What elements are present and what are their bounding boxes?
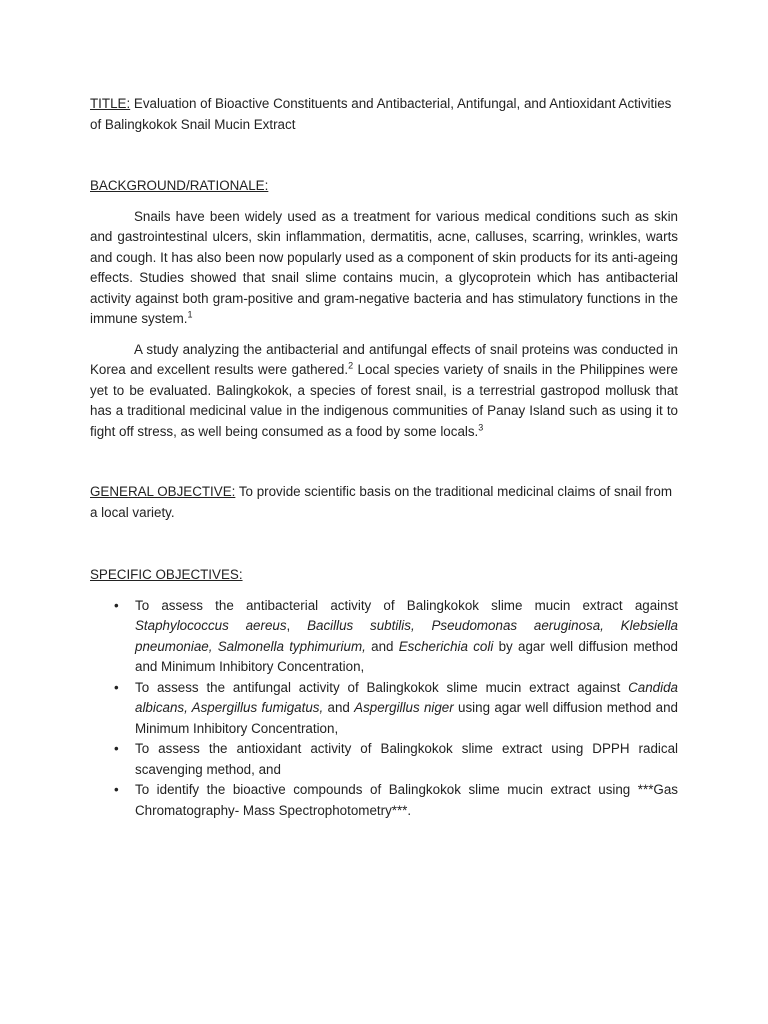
objective-1-method: by agar well diffusion method and Minimum Inhibitory Concentration, — [135, 638, 678, 674]
objective-4-text: To identify the bioactive compounds of Balingkokok slime mucin extract using ***Gas Chromatography- Mass Spectrophotometry***. — [135, 782, 678, 818]
title-paragraph — [90, 94, 678, 135]
title-text: Evaluation of Bioactive Constituents and Antibacterial, Antifungal, and Antioxidant Activities of Balingkokok Snail Mucin Extract — [90, 96, 672, 132]
general-objective-label: GENERAL OBJECTIVE: — [90, 484, 236, 499]
objective-2-text: To assess the antifungal activity of Balingkokok slime mucin extract against — [135, 679, 629, 695]
specific-objectives-section — [90, 565, 678, 821]
general-objective-paragraph — [90, 482, 678, 523]
specific-objectives-heading: SPECIFIC OBJECTIVES: — [90, 567, 243, 582]
general-objective-section — [90, 482, 678, 523]
organism-name: Escherichia coli — [398, 638, 494, 654]
reference-3: 3 — [478, 422, 484, 433]
organism-names: Candida albicans, Aspergillus fumigatus, — [135, 679, 678, 715]
background-heading: BACKGROUND/RATIONALE: — [90, 178, 269, 193]
objective-1-text: To assess the antibacterial activity of Balingkokok slime mucin extract against — [135, 597, 678, 613]
background-paragraph-1 — [90, 207, 678, 330]
objective-3-text: To assess the antioxidant activity of Balingkokok slime extract using DPPH radical scavenging method, and — [135, 741, 678, 777]
reference-1: 1 — [187, 309, 193, 320]
organism-name: Aspergillus niger — [354, 700, 454, 715]
bullet-icon: • — [114, 597, 119, 613]
objective-1-conjunction: and — [365, 638, 399, 654]
objective-2-conjunction: and — [323, 700, 355, 715]
background-p2-text-a: A study analyzing the antibacterial and antifungal effects of snail proteins was conducted in Korea and excellent results were gathered. — [90, 341, 678, 377]
organism-names: Bacillus subtilis, Pseudomonas aeruginosa, Klebsiella pneumoniae, Salmonella typhimurium, — [135, 618, 678, 654]
background-section — [90, 176, 678, 442]
reference-2: 2 — [348, 360, 354, 371]
background-p2-text-b: Local species variety of snails in the Philippines were yet to be evaluated. Balingkokok, a species of forest snail, is a terrestrial gastropod mollusk that has a traditional medicinal value in the indigenous communities of Panay Island such as using it to fight off stress, as well being consumed as a food by some locals. — [90, 362, 678, 439]
list-item — [90, 596, 678, 678]
general-objective-text: To provide scientific basis on the traditional medicinal claims of snail from a local variety. — [90, 484, 672, 520]
background-paragraph-2 — [90, 340, 678, 443]
specific-objectives-list — [90, 596, 678, 822]
list-item — [90, 678, 678, 740]
background-p1-text: Snails have been widely used as a treatment for various medical conditions such as skin and gastrointestinal ulcers, skin inflammation, dermatitis, acne, calluses, scarring, wrinkles, warts and cough. It has also been now popularly used as a component of skin products for its anti-ageing effects. Studies showed that snail slime contains mucin, a glycoprotein which has antibacterial activity against both gram-positive and gram-negative bacteria and has stimulatory functions in the immune system. — [90, 208, 678, 326]
organism-name: Staphylococcus aereus — [135, 618, 287, 633]
bullet-icon: • — [114, 679, 119, 695]
objective-2-method: using agar well diffusion method and Minimum Inhibitory Concentration, — [135, 700, 678, 736]
objective-1-separator: , — [286, 618, 308, 633]
title-block — [90, 94, 678, 135]
list-item — [90, 739, 678, 780]
list-item — [90, 780, 678, 821]
bullet-icon: • — [114, 782, 119, 797]
title-label: TITLE: — [90, 96, 131, 111]
bullet-icon: • — [114, 741, 119, 756]
